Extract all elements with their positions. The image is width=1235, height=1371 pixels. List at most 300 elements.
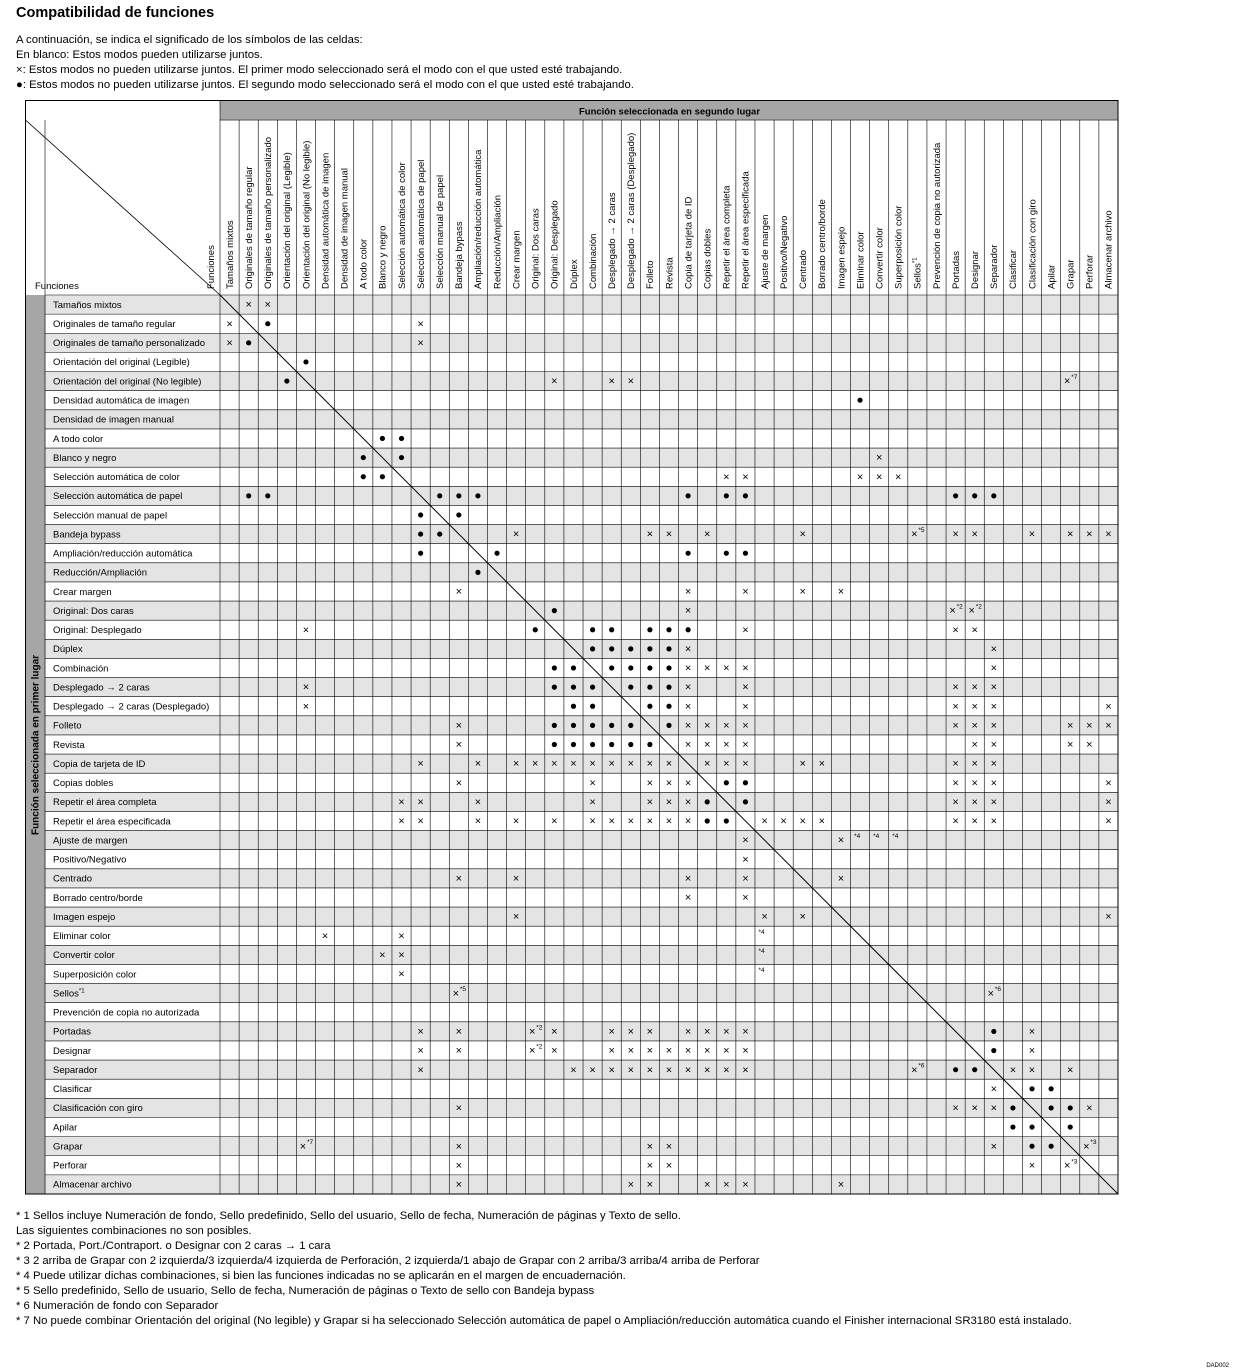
footnote-ref: *3: [1090, 1139, 1097, 1147]
footnote: * 1 Sellos incluye Numeración de fondo, Sello predefinido, Sello del usuario, Sello de fecha, Numeración de páginas y Texto de sello.: [16, 1210, 681, 1222]
cross-mark: ×: [703, 1064, 711, 1077]
cross-mark: ×: [1067, 528, 1074, 541]
cross-mark: ×: [742, 1064, 749, 1077]
dot-mark: [857, 398, 862, 403]
row-label: Sellos$^{*1}$: [53, 988, 85, 1000]
legend-intro: [16, 33, 634, 93]
cross-mark: ×: [417, 796, 424, 809]
cross-mark: ×: [1105, 528, 1112, 541]
cross-mark: ×: [742, 1026, 749, 1039]
dot-mark: [265, 493, 270, 498]
cross-mark: ×: [608, 375, 615, 388]
row-label: Clasificar: [53, 1084, 93, 1096]
cross-mark: ×: [379, 949, 386, 962]
cross-mark: ×: [837, 1179, 845, 1192]
dot-mark: [647, 742, 652, 747]
dot-mark: [246, 340, 251, 345]
cross-mark: ×: [512, 911, 520, 924]
column-label: Bandeja bypass: [454, 221, 466, 289]
cross-mark: ×: [417, 318, 424, 331]
cross-mark: ×: [837, 872, 845, 885]
cross-mark: ×: [684, 796, 692, 809]
dot-mark: [590, 627, 595, 632]
column-label: Dúplex: [568, 259, 580, 289]
cross-mark: ×: [1086, 528, 1093, 541]
column-label: Copias dobles: [702, 228, 714, 289]
cross-mark: ×: [990, 815, 998, 828]
cross-mark: ×: [952, 796, 959, 809]
dot-mark: [666, 685, 671, 690]
cross-mark: ×: [264, 299, 271, 312]
column-label: Ajuste de margen: [759, 214, 771, 289]
dot-mark: [686, 493, 691, 498]
cross-mark: ×: [952, 624, 959, 637]
cross-mark: ×: [551, 815, 558, 828]
cross-mark: ×: [971, 700, 978, 713]
dot-mark: [590, 704, 595, 709]
row-shade: [45, 1137, 1118, 1156]
cross-mark: ×: [684, 777, 692, 790]
cross-mark: ×: [971, 528, 978, 541]
row-label: Copia de tarjeta de ID: [53, 758, 146, 770]
cross-mark: ×: [990, 1140, 998, 1153]
dot-mark: [1068, 1105, 1073, 1110]
dot-mark: [418, 531, 423, 536]
row-label: Separador: [53, 1064, 98, 1076]
cross-mark: ×: [837, 834, 845, 847]
dot-mark: [991, 1048, 996, 1053]
row-label: Originales de tamaño personalizado: [53, 338, 206, 350]
dot-mark: [1049, 1144, 1054, 1149]
dot-mark: [552, 608, 557, 613]
column-label: Prevención de copia no autorizada: [931, 142, 943, 289]
cross-mark: ×: [742, 624, 749, 637]
column-label: Selección manual de papel: [435, 174, 447, 289]
cross-mark: ×: [551, 1045, 558, 1058]
cross-mark: ×: [417, 337, 424, 350]
cross-mark: ×: [646, 777, 654, 790]
row-shade: [45, 639, 1118, 658]
column-label: Combinación: [587, 233, 599, 289]
cross-mark: ×: [990, 796, 998, 809]
cross-mark: ×: [1067, 739, 1074, 752]
cross-mark: ×: [646, 1179, 654, 1192]
cross-mark: ×: [742, 681, 749, 694]
cross-mark: ×: [627, 375, 635, 388]
cross-mark: ×: [398, 930, 405, 943]
footnote-ref: *4: [758, 967, 765, 975]
dot-mark: [552, 685, 557, 690]
column-label: Revista: [664, 257, 676, 289]
footnote-ref: *4: [758, 928, 765, 936]
cross-mark: ×: [684, 662, 692, 675]
cross-mark: ×: [837, 586, 845, 599]
cross-mark: ×: [665, 528, 673, 541]
cross-mark: ×: [398, 796, 405, 809]
cross-mark: ×: [417, 1064, 424, 1077]
footnote: * 7 No puede combinar Orientación del original (No legible) y Grapar si ha seleccionado Selección automática de papel o Ampliación/reducción automática cuando el Finisher internacional SR3180 está instalado.: [16, 1315, 1072, 1327]
row-shade: [45, 372, 1118, 391]
cross-mark: ×: [703, 758, 711, 771]
cross-mark: ×: [608, 815, 615, 828]
column-label: Orientación del original (No legible): [301, 140, 313, 289]
cross-mark: ×: [551, 758, 558, 771]
cross-mark: ×: [417, 1026, 424, 1039]
footnote: Las siguientes combinaciones no son posibles.: [16, 1225, 252, 1237]
dot-mark: [724, 493, 729, 498]
cross-mark: ×: [646, 1159, 654, 1172]
cross-mark: ×: [952, 1102, 959, 1115]
cross-mark: ×: [455, 1140, 463, 1153]
cross-mark: ×: [952, 758, 959, 771]
dot-mark: [571, 704, 576, 709]
cross-mark: ×: [780, 815, 787, 828]
cross-mark: ×: [1105, 777, 1112, 790]
cross-mark: ×: [742, 872, 749, 885]
column-label: Orientación del original (Legible): [282, 152, 294, 289]
cross-mark: ×: [512, 815, 520, 828]
cross-mark: ×: [646, 815, 654, 828]
cross-mark: ×: [723, 758, 730, 771]
cross-mark: ×: [949, 605, 956, 618]
cross-mark: ×: [742, 892, 749, 905]
dot-mark: [953, 493, 958, 498]
cross-mark: ×: [627, 1179, 635, 1192]
cross-mark: ×: [665, 777, 673, 790]
cross-mark: ×: [529, 1026, 536, 1039]
dot-mark: [590, 723, 595, 728]
cross-mark: ×: [971, 777, 978, 790]
column-label: Desplegado → 2 caras (Desplegado): [626, 132, 638, 289]
cross-mark: ×: [1028, 528, 1036, 541]
footnote-ref: *2: [536, 1043, 543, 1051]
row-label: Designar: [53, 1045, 92, 1057]
cross-mark: ×: [990, 1083, 998, 1096]
column-label: Originales de tamaño personalizado: [263, 136, 275, 289]
cross-mark: ×: [703, 662, 711, 675]
cross-mark: ×: [971, 796, 978, 809]
row-label: Originales de tamaño regular: [53, 318, 176, 330]
dot-mark: [494, 551, 499, 556]
dot-mark: [953, 1067, 958, 1072]
footnote: * 4 Puede utilizar dichas combinaciones, si bien las funciones indicadas no se aplicarán en el margen de encuadernación.: [16, 1270, 626, 1282]
cross-mark: ×: [818, 758, 826, 771]
cross-mark: ×: [799, 758, 806, 771]
column-label: Positivo/Negativo: [778, 215, 790, 289]
dot-mark: [552, 665, 557, 670]
dot-mark: [1029, 1086, 1034, 1091]
cross-mark: ×: [742, 1179, 749, 1192]
row-label: Tamaños mixtos: [53, 299, 122, 311]
column-label: Grapar: [1065, 259, 1077, 289]
dot-mark: [418, 551, 423, 556]
cross-mark: ×: [474, 815, 482, 828]
cross-mark: ×: [1028, 1026, 1036, 1039]
cross-mark: ×: [971, 758, 978, 771]
cross-mark: ×: [971, 719, 978, 732]
dot-mark: [1049, 1086, 1054, 1091]
cross-mark: ×: [723, 471, 730, 484]
cross-mark: ×: [570, 758, 577, 771]
row-label: Reducción/Ampliación: [53, 567, 147, 579]
row-label: Convertir color: [53, 950, 115, 962]
cross-mark: ×: [990, 1102, 998, 1115]
footnote-ref: *3: [1071, 1158, 1078, 1166]
cross-mark: ×: [952, 719, 959, 732]
row-label: Orientación del original (No legible): [53, 376, 202, 388]
cross-mark: ×: [455, 1045, 463, 1058]
dot-mark: [303, 359, 308, 364]
cross-mark: ×: [723, 662, 730, 675]
row-label: Folleto: [53, 720, 82, 732]
dot-mark: [647, 646, 652, 651]
cross-mark: ×: [799, 911, 806, 924]
cross-mark: ×: [455, 777, 463, 790]
row-label: Prevención de copia no autorizada: [53, 1007, 200, 1019]
cross-mark: ×: [971, 815, 978, 828]
dot-mark: [552, 742, 557, 747]
cross-mark: ×: [684, 739, 692, 752]
cross-mark: ×: [299, 1140, 307, 1153]
dot-mark: [475, 570, 480, 575]
cross-mark: ×: [723, 1064, 730, 1077]
cross-mark: ×: [684, 586, 692, 599]
cross-mark: ×: [646, 1140, 654, 1153]
cross-mark: ×: [952, 681, 959, 694]
cross-mark: ×: [684, 643, 692, 656]
cross-mark: ×: [665, 758, 673, 771]
cross-mark: ×: [455, 739, 463, 752]
row-label: Centrado: [53, 873, 93, 885]
legend-line: En blanco: Estos modos pueden utilizarse juntos.: [16, 49, 263, 61]
cross-mark: ×: [703, 739, 711, 752]
footnote: * 5 Sello predefinido, Sello de usuario, Sello de fecha, Numeración de páginas o Texto de sello con Bandeja bypass: [16, 1285, 595, 1297]
cross-mark: ×: [417, 758, 424, 771]
cross-mark: ×: [911, 528, 918, 541]
column-label: Repetir el área completa: [721, 185, 733, 289]
cross-mark: ×: [665, 1064, 673, 1077]
column-label: Ampliación/reducción automática: [473, 149, 485, 289]
cross-mark: ×: [723, 1026, 730, 1039]
cross-mark: ×: [742, 853, 749, 866]
compatibility-matrix: [25, 100, 1119, 1195]
footnote-ref: *5: [918, 527, 925, 535]
footnote-ref: *4: [873, 833, 880, 841]
column-label: Reducción/Ampliación: [492, 195, 504, 289]
dot-mark: [361, 474, 366, 479]
dot-mark: [533, 627, 538, 632]
footnote-ref: *4: [758, 947, 765, 955]
corner-divider: [26, 120, 221, 295]
dot-mark: [628, 742, 633, 747]
dot-mark: [628, 646, 633, 651]
column-label: Densidad de imagen manual: [339, 168, 351, 289]
cross-mark: ×: [627, 1045, 635, 1058]
cross-mark: ×: [723, 739, 730, 752]
dot-mark: [647, 665, 652, 670]
dot-mark: [246, 493, 251, 498]
row-shade: [45, 945, 1118, 964]
dot-mark: [666, 704, 671, 709]
cross-mark: ×: [665, 1045, 673, 1058]
cross-mark: ×: [646, 528, 654, 541]
cross-mark: ×: [455, 1026, 463, 1039]
cross-mark: ×: [1105, 700, 1112, 713]
footnote-ref: *7: [1071, 374, 1078, 382]
cross-mark: ×: [245, 299, 252, 312]
row-label: Eliminar color: [53, 931, 111, 943]
footnote-ref: *6: [918, 1062, 925, 1070]
dot-mark: [418, 512, 423, 517]
column-label: Clasificar: [1008, 249, 1020, 289]
cross-mark: ×: [990, 777, 998, 790]
column-label: Designar: [970, 250, 982, 289]
footnotes: [16, 1209, 1072, 1329]
cross-mark: ×: [665, 815, 673, 828]
second-header-label: Función seleccionada en segundo lugar: [578, 106, 761, 118]
cross-mark: ×: [417, 815, 424, 828]
cross-mark: ×: [742, 662, 749, 675]
cross-mark: ×: [856, 471, 864, 484]
row-shade: [45, 410, 1118, 429]
dot-mark: [705, 818, 710, 823]
column-label: Tamaños mixtos: [224, 220, 236, 289]
cross-mark: ×: [742, 758, 749, 771]
cross-mark: ×: [799, 586, 806, 599]
dot-mark: [991, 1029, 996, 1034]
dot-mark: [609, 742, 614, 747]
cross-mark: ×: [1086, 739, 1093, 752]
cross-mark: ×: [742, 586, 749, 599]
dot-mark: [743, 493, 748, 498]
cross-mark: ×: [703, 1179, 711, 1192]
dot-mark: [590, 685, 595, 690]
cross-mark: ×: [742, 700, 749, 713]
cross-mark: ×: [455, 719, 463, 732]
cross-mark: ×: [474, 796, 482, 809]
cross-mark: ×: [987, 987, 995, 1000]
corner-row-label: Funciones: [35, 281, 79, 292]
cross-mark: ×: [684, 1064, 692, 1077]
dot-mark: [686, 627, 691, 632]
dot-mark: [628, 723, 633, 728]
cross-mark: ×: [703, 1026, 711, 1039]
dot-mark: [609, 723, 614, 728]
column-label: Originales de tamaño regular: [243, 166, 255, 289]
cross-mark: ×: [455, 586, 463, 599]
row-label: Perforar: [53, 1160, 88, 1172]
cross-mark: ×: [627, 1026, 635, 1039]
dot-mark: [456, 493, 461, 498]
row-label: Almacenar archivo: [53, 1179, 132, 1191]
dot-mark: [628, 685, 633, 690]
row-label: Positivo/Negativo: [53, 854, 127, 866]
cross-mark: ×: [551, 1026, 558, 1039]
column-label: Copia de tarjeta de ID: [683, 196, 695, 289]
legend-line: ●: Estos modos no pueden utilizarse juntos. El segundo modo seleccionado será el modo con el que usted esté trabajando.: [16, 79, 634, 91]
row-label: Selección automática de papel: [53, 491, 183, 503]
compatibility-table: [25, 100, 1119, 1195]
column-label: Selección automática de papel: [415, 159, 427, 289]
dot-mark: [724, 551, 729, 556]
dot-mark: [399, 455, 404, 460]
column-label: Blanco y negro: [377, 225, 389, 289]
dot-mark: [628, 665, 633, 670]
cross-mark: ×: [646, 1045, 654, 1058]
cross-mark: ×: [589, 815, 596, 828]
cross-mark: ×: [512, 528, 520, 541]
cross-mark: ×: [1067, 1064, 1074, 1077]
cross-mark: ×: [1028, 1064, 1036, 1077]
corner-col-label: Funciones: [206, 245, 217, 289]
dot-mark: [475, 493, 480, 498]
row-label: Selección manual de papel: [53, 510, 168, 522]
row-label: Borrado centro/borde: [53, 892, 143, 904]
row-label: Superposición color: [53, 969, 137, 981]
cross-mark: ×: [1064, 375, 1071, 388]
row-label: Combinación: [53, 663, 109, 675]
cross-mark: ×: [302, 624, 310, 637]
footnote-ref: *7: [306, 1139, 314, 1147]
row-shade: [45, 333, 1118, 352]
cross-mark: ×: [990, 719, 998, 732]
dot-mark: [284, 378, 289, 383]
column-label: Eliminar color: [855, 231, 867, 289]
cross-mark: ×: [665, 1140, 673, 1153]
dot-mark: [1029, 1144, 1034, 1149]
cross-mark: ×: [417, 1045, 424, 1058]
column-label: Perforar: [1084, 254, 1096, 289]
row-label: Original: Desplegado: [53, 625, 142, 637]
cross-mark: ×: [302, 681, 310, 694]
cross-mark: ×: [1105, 815, 1112, 828]
dot-mark: [1068, 1124, 1073, 1129]
row-label: Bandeja bypass: [53, 529, 121, 541]
dot-mark: [361, 455, 366, 460]
cross-mark: ×: [968, 605, 975, 618]
cross-mark: ×: [589, 1064, 596, 1077]
dot-mark: [991, 493, 996, 498]
cross-mark: ×: [589, 796, 596, 809]
cross-mark: ×: [971, 739, 978, 752]
dot-mark: [380, 474, 385, 479]
column-label: Clasificación con giro: [1027, 199, 1039, 289]
row-shade: [45, 907, 1118, 926]
cross-mark: ×: [1105, 719, 1112, 732]
cross-mark: ×: [627, 758, 635, 771]
cross-mark: ×: [742, 739, 749, 752]
row-label: Desplegado → 2 caras: [53, 682, 150, 694]
cross-mark: ×: [512, 758, 520, 771]
cross-mark: ×: [971, 624, 978, 637]
dot-mark: [590, 646, 595, 651]
row-shade: [45, 448, 1118, 467]
dot-mark: [1010, 1124, 1015, 1129]
cross-mark: ×: [684, 1026, 692, 1039]
cross-mark: ×: [875, 452, 883, 465]
dot-mark: [1029, 1124, 1034, 1129]
cross-mark: ×: [990, 662, 998, 675]
cross-mark: ×: [627, 1064, 635, 1077]
cross-mark: ×: [990, 681, 998, 694]
cross-mark: ×: [684, 605, 692, 618]
cross-mark: ×: [665, 1159, 673, 1172]
dot-mark: [743, 551, 748, 556]
footnote-ref: *4: [854, 833, 861, 841]
cross-mark: ×: [455, 1102, 463, 1115]
cross-mark: ×: [589, 777, 596, 790]
cross-mark: ×: [703, 719, 711, 732]
